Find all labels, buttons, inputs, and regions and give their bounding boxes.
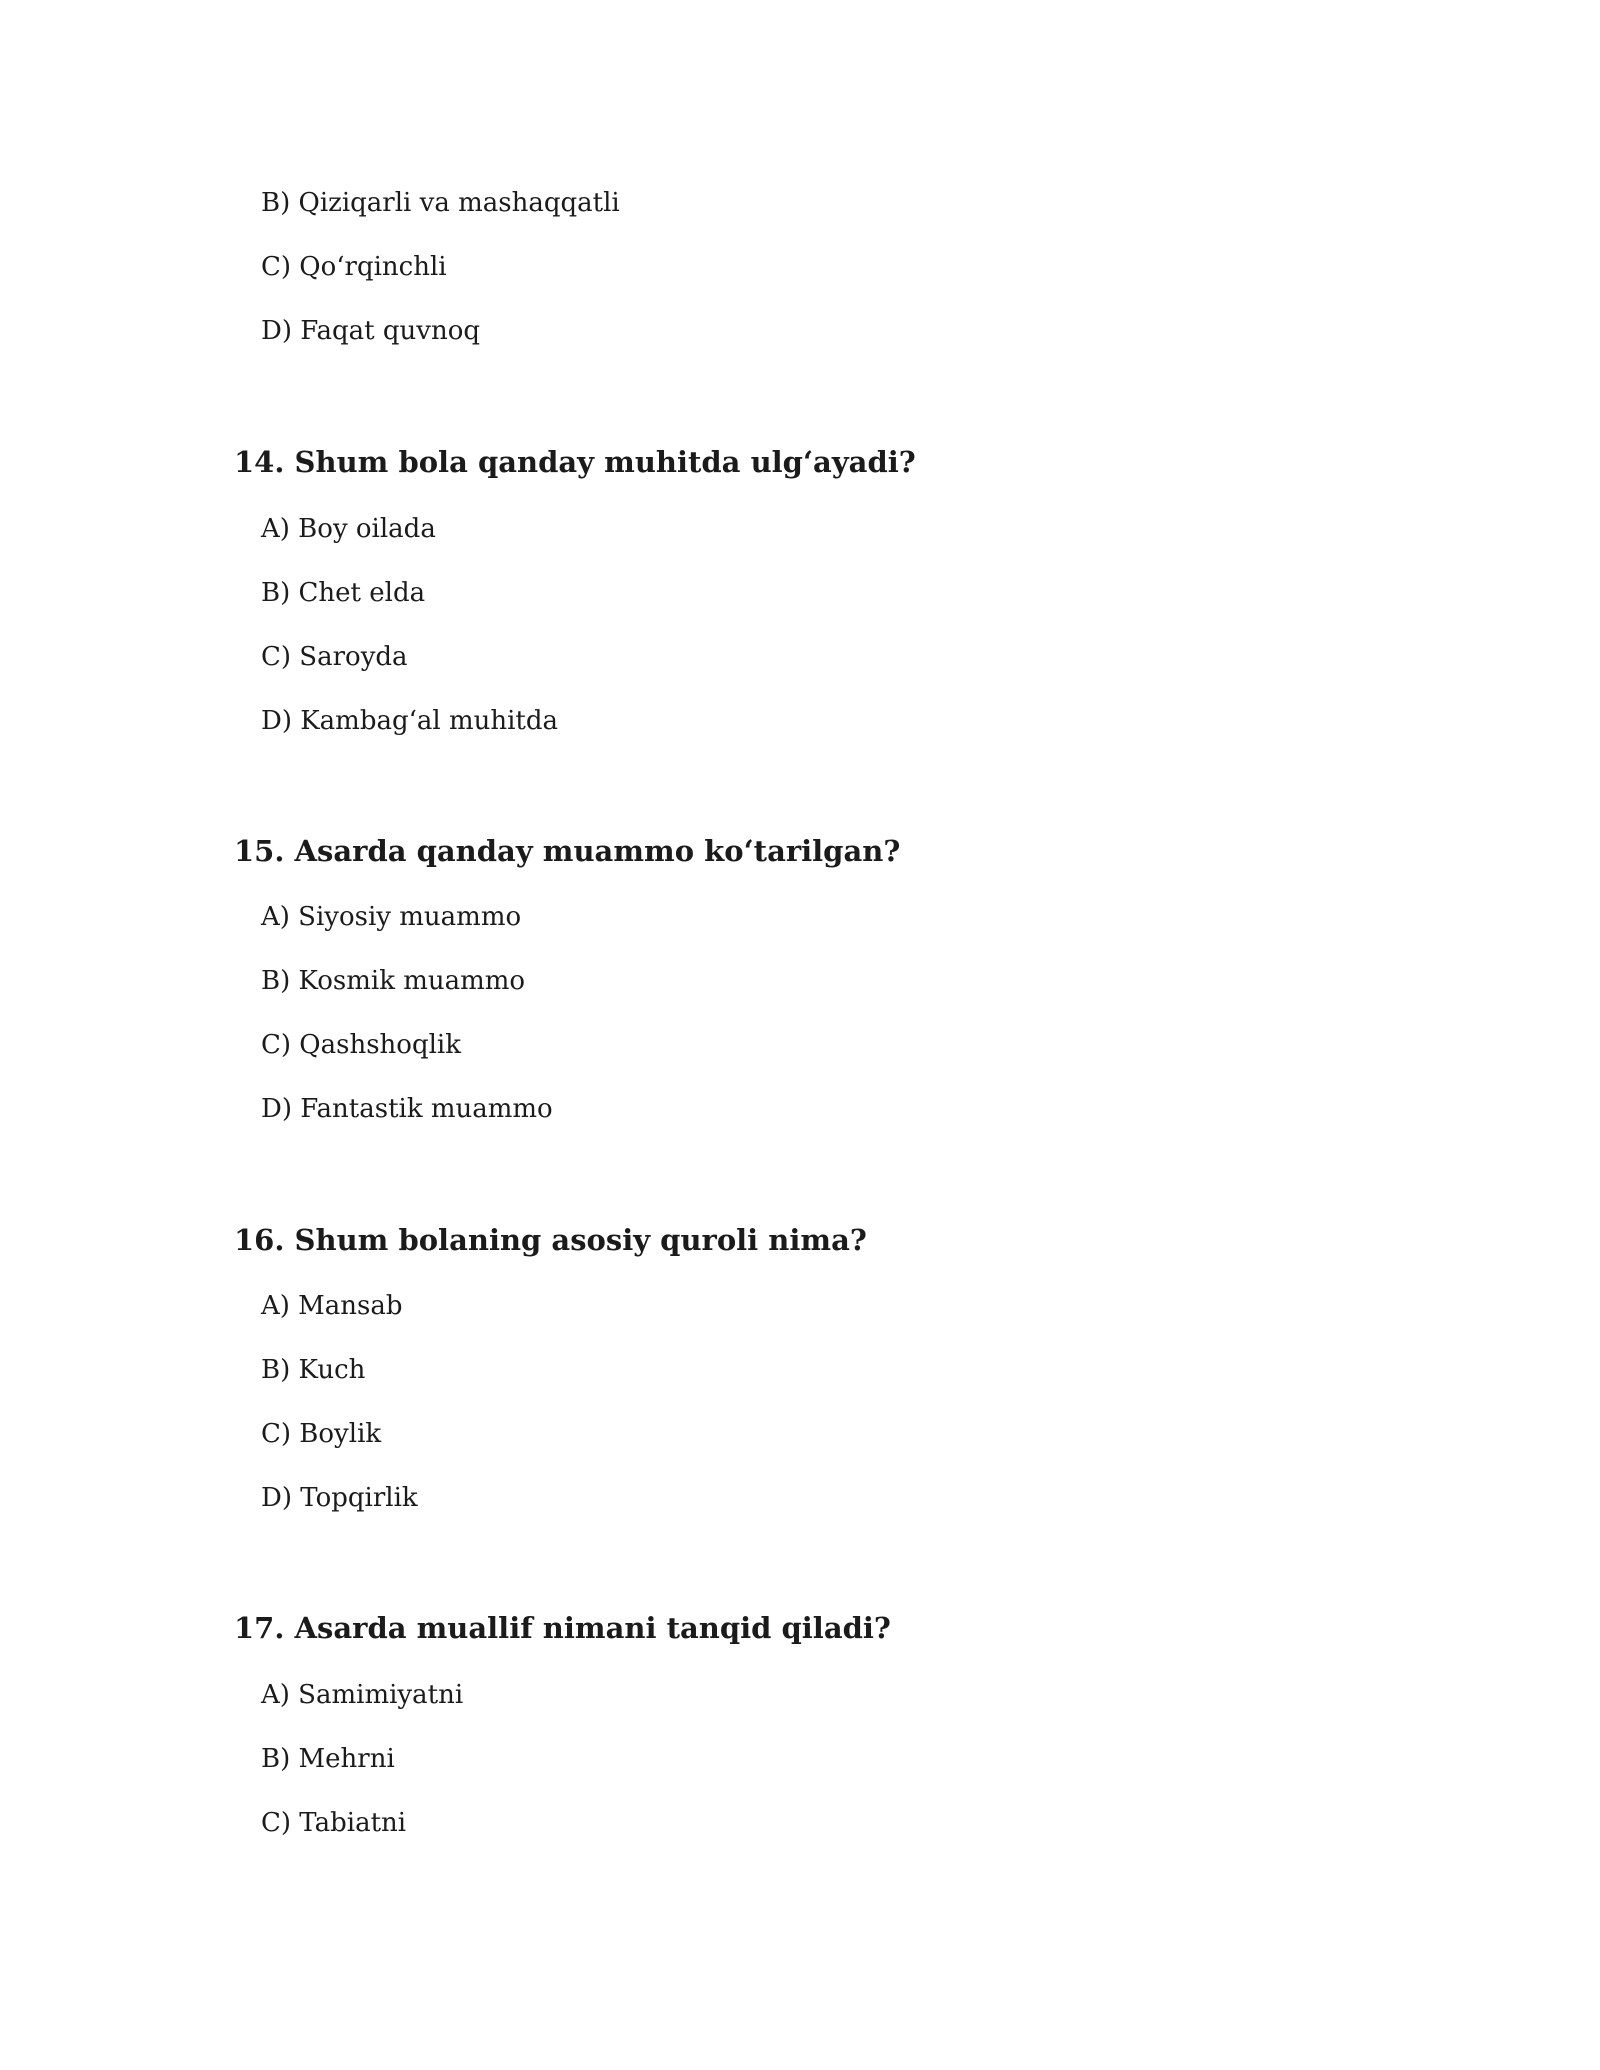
option-13-c: C) Qo‘rqinchli: [261, 252, 447, 282]
option-13-d: D) Faqat quvnoq: [261, 316, 481, 346]
option-17-a: A) Samimiyatni: [261, 1680, 464, 1710]
question-17-title: 17. Asarda muallif nimani tanqid qiladi?: [234, 1611, 891, 1645]
option-14-b: B) Chet elda: [261, 578, 426, 608]
option-16-d: D) Topqirlik: [261, 1483, 418, 1513]
option-14-d: D) Kambag‘al muhitda: [261, 706, 559, 736]
question-16-title: 16. Shum bolaning asosiy quroli nima?: [234, 1223, 867, 1257]
option-14-c: C) Saroyda: [261, 642, 408, 672]
option-17-b: B) Mehrni: [261, 1744, 395, 1774]
option-13-b: B) Qiziqarli va mashaqqatli: [261, 188, 620, 218]
option-16-b: B) Kuch: [261, 1355, 366, 1385]
option-15-a: A) Siyosiy muammo: [261, 902, 522, 932]
option-15-d: D) Fantastik muammo: [261, 1094, 553, 1124]
option-16-a: A) Mansab: [261, 1291, 403, 1321]
question-15-title: 15. Asarda qanday muammo ko‘tarilgan?: [234, 834, 901, 868]
option-17-c: C) Tabiatni: [261, 1808, 407, 1838]
option-14-a: A) Boy oilada: [261, 514, 436, 544]
question-14-title: 14. Shum bola qanday muhitda ulg‘ayadi?: [234, 445, 916, 479]
option-16-c: C) Boylik: [261, 1419, 382, 1449]
option-15-b: B) Kosmik muammo: [261, 966, 526, 996]
option-15-c: C) Qashshoqlik: [261, 1030, 461, 1060]
